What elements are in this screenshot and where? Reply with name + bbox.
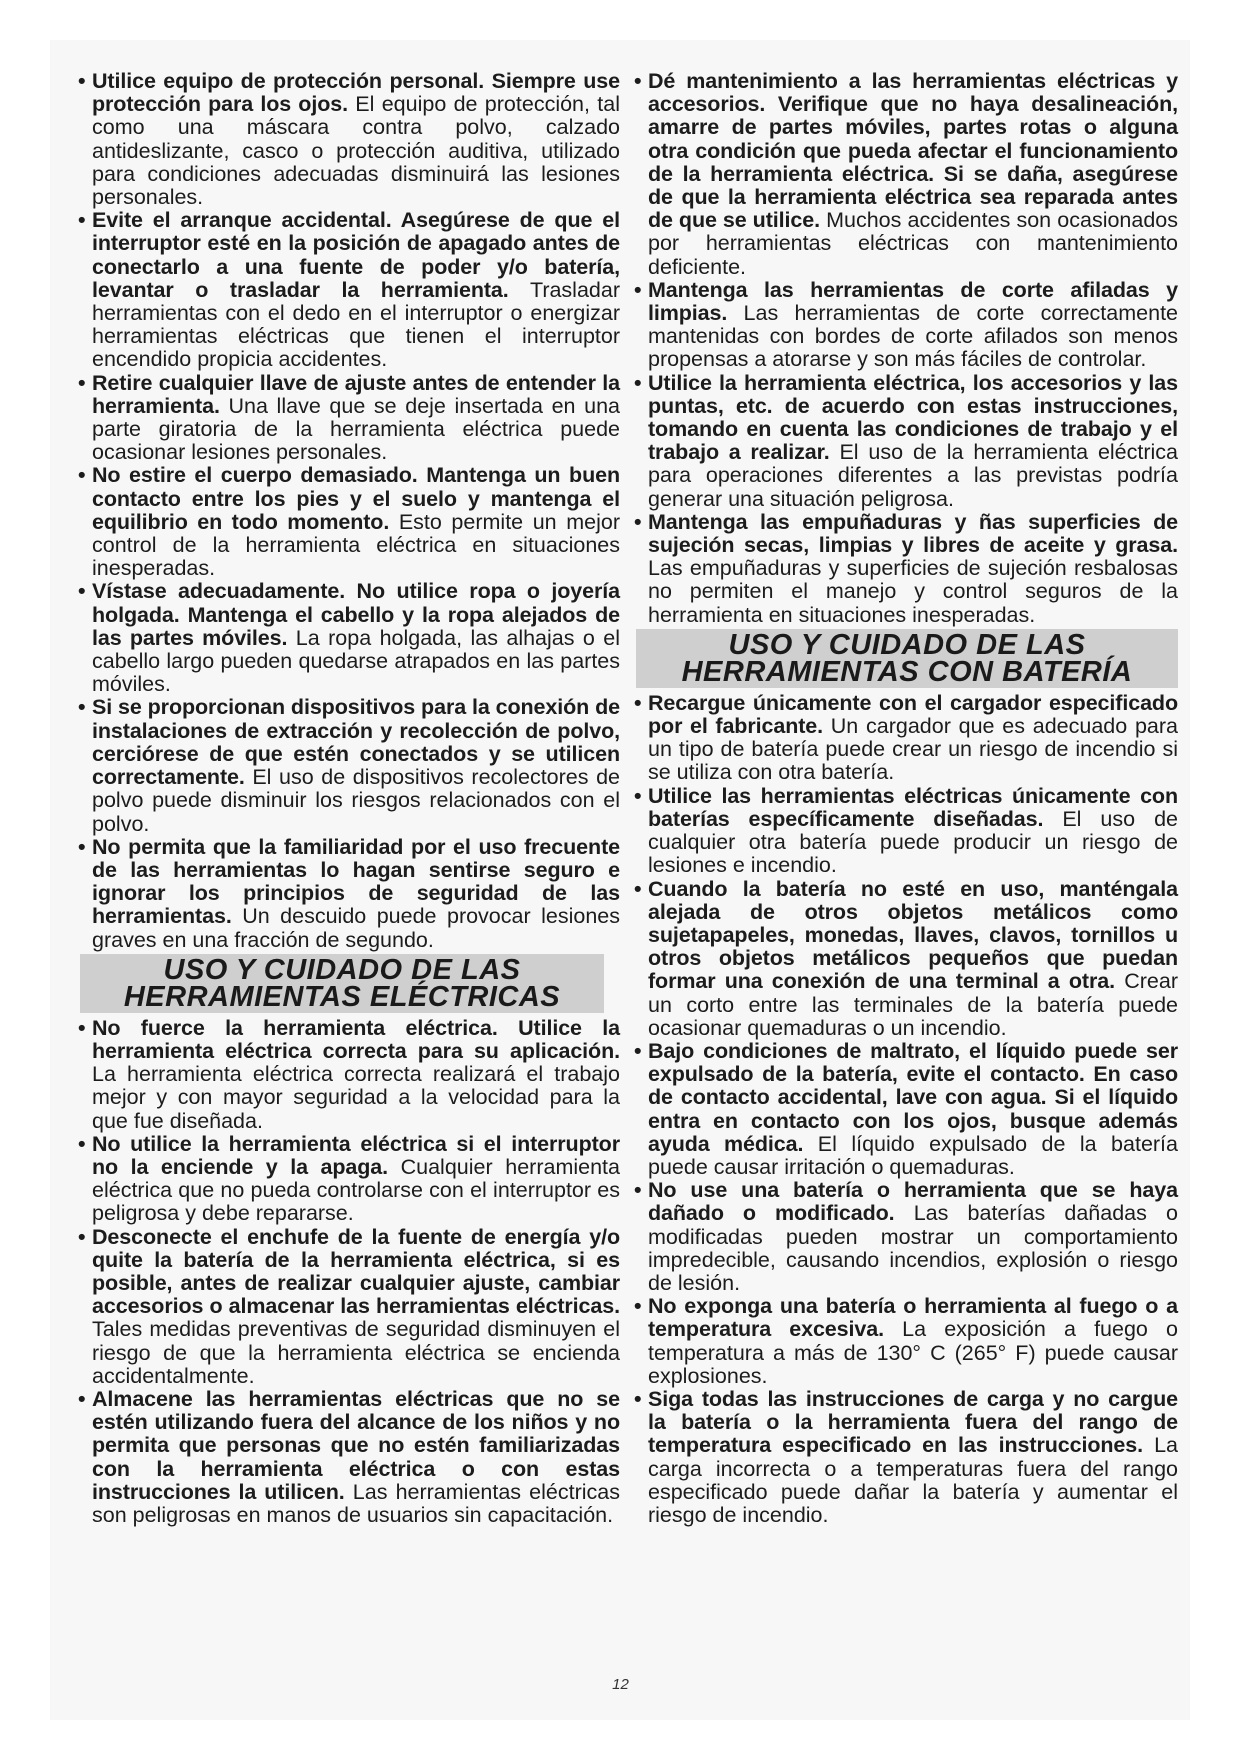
bullet-icon: • xyxy=(78,463,86,488)
bullet-icon: • xyxy=(78,834,86,859)
instruction-body-text: El uso de dispositivos recolectores de polvo puede disminuir los riesgos relacionados con el polvo. xyxy=(92,765,620,836)
safety-instruction-item xyxy=(80,70,620,209)
instruction-body-text: Esto permite un mejor control de la herramienta eléctrica en situaciones inesperadas. xyxy=(92,509,620,581)
instruction-body-text: Crear un corto entre las terminales de la batería puede ocasionar quemaduras o un incendio. xyxy=(648,969,1179,1040)
safety-instruction-item xyxy=(80,580,620,696)
bullet-icon: • xyxy=(78,69,86,93)
instruction-bold-text: No fuerce la herramienta eléctrica. Utilice la herramienta eléctrica correcta para su aplicación. xyxy=(92,1015,620,1063)
safety-instruction-item xyxy=(80,1388,620,1527)
instruction-body-text: La ropa holgada, las alhajas o el cabello largo pueden quedarse atrapados en las partes móviles. xyxy=(92,625,621,697)
safety-instruction-item xyxy=(80,1017,620,1133)
bullet-icon: • xyxy=(634,69,642,93)
left-column xyxy=(80,70,620,1527)
instruction-bold-text: Almacene las herramientas eléctricas que no se estén utilizando fuera del alcance de los niños y no permita que personas que no estén familiarizadas con la herramienta eléctrica o con estas instrucciones la utilicen. xyxy=(92,1386,620,1504)
left-items-personal-safety xyxy=(80,70,620,952)
instruction-bold-text: Evite el arranque accidental. Asegúrese de que el interruptor esté en la posición de apagado antes de conectarlo a una fuente de poder y/o batería, levantar o trasladar la herramienta. xyxy=(92,208,620,302)
instruction-bold-text: Utilice la herramienta eléctrica, los accesorios y las puntas, etc. de acuerdo con estas instrucciones, tomando en cuenta las condiciones de trabajo y el trabajo a realizar. xyxy=(648,370,1178,465)
instruction-bold-text: Utilice las herramientas eléctricas únicamente con baterías específicamente diseñadas. xyxy=(648,783,1178,831)
bullet-icon: • xyxy=(634,1038,642,1063)
bullet-icon: • xyxy=(634,277,642,302)
bullet-icon: • xyxy=(634,783,642,808)
heading-line-2: HERRAMIENTAS ELÉCTRICAS xyxy=(123,980,561,1013)
instruction-body-text: Las herramientas eléctricas son peligrosas en manos de usuarios sin capacitación. xyxy=(92,1479,620,1527)
bullet-icon: • xyxy=(78,1131,86,1156)
instruction-body-text: Un cargador que es adecuado para un tipo de batería puede crear un riesgo de incendio si se utiliza con otra batería. xyxy=(648,714,1178,785)
safety-instruction-item xyxy=(80,1133,620,1226)
instruction-body-text: Cualquier herramienta eléctrica que no pueda controlarse con el interruptor es peligrosa y debe repararse. xyxy=(92,1154,620,1226)
left-items-power-tool-use xyxy=(80,1017,620,1527)
instruction-body-text: La carga incorrecta o a temperaturas fuera del rango especificado puede dañar la batería y aumentar el riesgo de incendio. xyxy=(648,1433,1178,1527)
instruction-bold-text: Desconecte el enchufe de la fuente de energía y/o quite la batería de la herramienta eléctrica, si es posible, antes de realizar cualquier ajuste, cambiar accesorios o almacenar las herramientas eléctricas. xyxy=(92,1224,620,1319)
safety-instruction-item xyxy=(636,511,1178,627)
instruction-body-text: El uso de cualquier otra batería puede producir un riesgo de lesiones e incendio. xyxy=(648,806,1178,878)
instruction-bold-text: Vístase adecuadamente. No utilice ropa o joyería holgada. Mantenga el cabello y la ropa alejados de las partes móviles. xyxy=(92,579,620,650)
safety-instruction-item xyxy=(636,1179,1178,1295)
safety-instruction-item xyxy=(636,70,1178,279)
instruction-bold-text: Cuando la batería no esté en uso, manténgala alejada de otros objetos metálicos como sujetapapeles, monedas, llaves, clavos, tornillos u otros objetos metálicos pequeños que puedan formar una conexión de una terminal a otra. xyxy=(648,876,1178,994)
instruction-body-text: Las baterías dañadas o modificadas pueden mostrar un comportamiento impredecible, causando incendios, explosión o riesgo de lesión. xyxy=(648,1201,1178,1295)
safety-instruction-item xyxy=(636,785,1178,878)
safety-instruction-item xyxy=(80,209,620,371)
instruction-bold-text: Mantenga las empuñaduras y ñas superficies de sujeción secas, limpias y libres de aceite y grasa. xyxy=(648,509,1178,558)
instruction-bold-text: Retire cualquier llave de ajuste antes de entender la herramienta. xyxy=(92,370,620,418)
safety-instruction-item xyxy=(80,696,620,835)
heading-line-1: USO Y CUIDADO DE LAS xyxy=(163,953,521,986)
instruction-body-text: La herramienta eléctrica correcta realizará el trabajo mejor y con mayor seguridad a la velocidad para la que fue diseñada. xyxy=(92,1062,620,1133)
bullet-icon: • xyxy=(78,695,86,720)
instruction-bold-text: Si se proporcionan dispositivos para la conexión de instalaciones de extracción y recolección de polvo, cerciórese de que estén conectados y se utilicen correctamente. xyxy=(92,695,620,790)
right-items-battery-use xyxy=(636,692,1178,1527)
instruction-body-text: Muchos accidentes son ocasionados por herramientas eléctricas con mantenimiento deficiente. xyxy=(648,208,1179,279)
bullet-icon: • xyxy=(78,208,86,233)
bullet-icon: • xyxy=(78,370,86,395)
instruction-body-text: Las empuñaduras y superficies de sujeción resbalosas no permiten el manejo y control seguros de la herramienta en situaciones inesperadas. xyxy=(648,556,1178,627)
heading-line-1: USO Y CUIDADO DE LAS xyxy=(728,628,1086,661)
bullet-icon: • xyxy=(634,1386,642,1411)
instruction-bold-text: No use una batería o herramienta que se haya dañado o modificado. xyxy=(648,1178,1178,1226)
right-column xyxy=(636,70,1178,1527)
instruction-bold-text: Dé mantenimiento a las herramientas eléctricas y accesorios. Verifique que no haya desalineación, amarre de partes móviles, partes rotas o alguna otra condición que pueda afectar el funcionamiento de la herramienta eléctrica. Si se daña, asegúrese de que la herramienta eléctrica sea reparada antes de que se utilice. xyxy=(648,69,1178,233)
instruction-bold-text: No estire el cuerpo demasiado. Mantenga un buen contacto entre los pies y el suelo y mantenga el equilibrio en todo momento. xyxy=(92,463,620,534)
instruction-bold-text: Utilice equipo de protección personal. Siempre use protección para los ojos. xyxy=(92,69,620,117)
instruction-body-text: El líquido expulsado de la batería puede causar irritación o quemaduras. xyxy=(648,1131,1178,1179)
safety-instruction-item xyxy=(636,1388,1178,1527)
instruction-bold-text: Recargue únicamente con el cargador especificado por el fabricante. xyxy=(648,690,1178,739)
safety-instruction-item xyxy=(636,1295,1178,1388)
safety-instruction-item xyxy=(80,372,620,465)
instruction-body-text: El uso de la herramienta eléctrica para operaciones diferentes a las previstas podría generar una situación peligrosa. xyxy=(648,440,1178,511)
safety-instruction-item xyxy=(636,279,1178,372)
instruction-body-text: Trasladar herramientas con el dedo en el interruptor o energizar herramientas eléctricas que tienen el interruptor encendido propicia accidentes. xyxy=(92,277,620,372)
right-items-tool-maintenance xyxy=(636,70,1178,627)
bullet-icon: • xyxy=(78,1015,86,1040)
safety-instruction-item xyxy=(636,878,1178,1040)
page-number: 12 xyxy=(612,1676,629,1693)
instruction-bold-text: Siga todas las instrucciones de carga y no cargue la batería o la herramienta fuera del rango de temperatura especificado en las instrucciones. xyxy=(648,1386,1178,1458)
safety-instruction-item xyxy=(80,1226,620,1388)
safety-instruction-item xyxy=(636,1040,1178,1179)
instruction-body-text: La exposición a fuego o temperatura a más de 130° C (265° F) puede causar explosiones. xyxy=(648,1317,1178,1388)
safety-instruction-item xyxy=(80,464,620,580)
bullet-icon: • xyxy=(634,690,642,715)
safety-instruction-item xyxy=(636,692,1178,785)
section-heading-battery-tools xyxy=(636,629,1178,688)
instruction-bold-text: Mantenga las herramientas de corte afiladas y limpias. xyxy=(648,277,1178,326)
bullet-icon: • xyxy=(78,1386,86,1411)
instruction-body-text: Las herramientas de corte correctamente mantenidas con bordes de corte afilados son menos propensas a atorarse y son más fáciles de controlar. xyxy=(648,301,1178,372)
bullet-icon: • xyxy=(634,509,642,534)
safety-instruction-item xyxy=(80,836,620,952)
instruction-bold-text: No permita que la familiaridad por el uso frecuente de las herramientas lo hagan sentirse seguro e ignorar los principios de seguridad de las herramientas. xyxy=(92,834,620,929)
bullet-icon: • xyxy=(78,1224,86,1249)
instruction-bold-text: No utilice la herramienta eléctrica si el interruptor no la enciende y la apaga. xyxy=(92,1131,620,1179)
instruction-body-text: Un descuido puede provocar lesiones graves en una fracción de segundo. xyxy=(92,904,620,952)
instruction-body-text: Una llave que se deje insertada en una parte giratoria de la herramienta eléctrica puede ocasionar lesiones personales. xyxy=(92,393,620,465)
bullet-icon: • xyxy=(634,876,642,901)
section-heading-power-tools xyxy=(80,954,604,1013)
instruction-bold-text: No exponga una batería o herramienta al fuego o a temperatura excesiva. xyxy=(648,1294,1178,1342)
instruction-bold-text: Bajo condiciones de maltrato, el líquido puede ser expulsado de la batería, evite el contacto. En caso de contacto accidental, lave con agua. Si el líquido entra en contacto con los ojos, busque además ayuda médica. xyxy=(648,1038,1178,1156)
bullet-icon: • xyxy=(634,1294,642,1319)
bullet-icon: • xyxy=(634,370,642,395)
heading-line-2: HERRAMIENTAS CON BATERÍA xyxy=(681,655,1133,688)
bullet-icon: • xyxy=(634,1178,642,1203)
instruction-body-text: El equipo de protección, tal como una máscara contra polvo, calzado antideslizante, casco o protección auditiva, utilizado para condiciones adecuadas disminuirá las lesiones personales. xyxy=(92,92,620,210)
bullet-icon: • xyxy=(78,579,86,604)
instruction-body-text: Tales medidas preventivas de seguridad disminuyen el riesgo de que la herramienta eléctrica se encienda accidentalmente. xyxy=(92,1317,620,1388)
safety-instruction-item xyxy=(636,372,1178,511)
